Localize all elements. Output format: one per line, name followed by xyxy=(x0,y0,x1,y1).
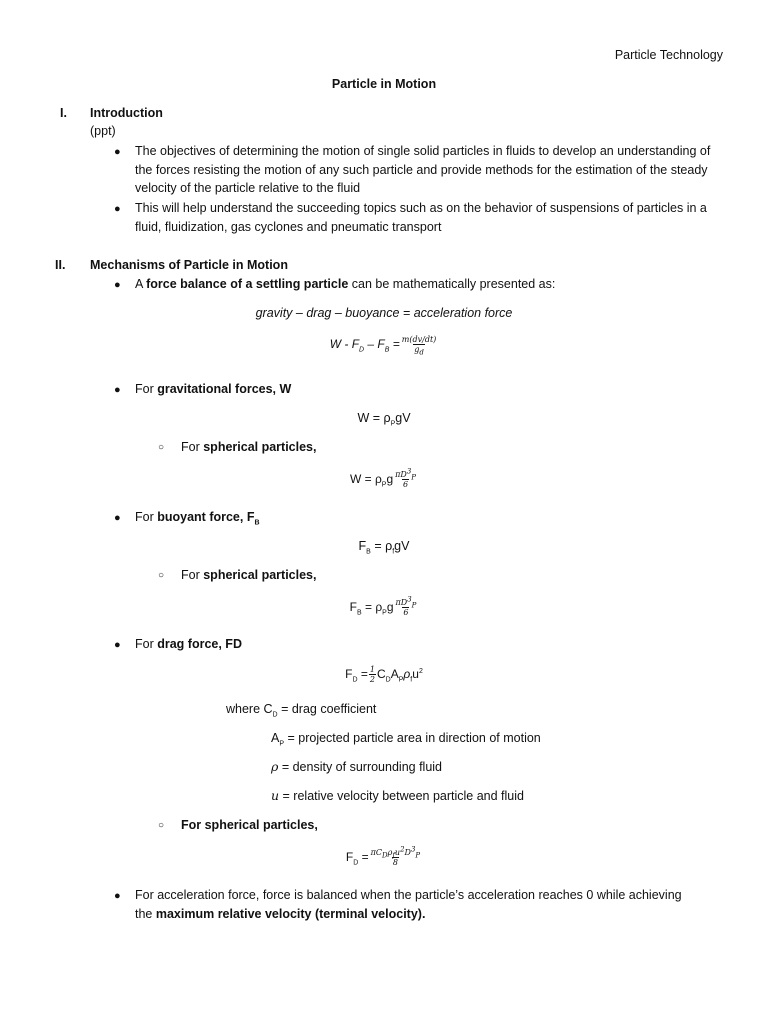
force-balance-text: A force balance of a settling particle can be mathematically presented as: xyxy=(135,277,556,291)
running-header: Particle Technology xyxy=(614,48,723,62)
section-number: I. xyxy=(60,106,67,120)
where-velocity: u = relative velocity between particle and fluid xyxy=(271,788,524,803)
buoyant-sphere-equation: $F_B = \rho_Pg$ $\frac{\pi D^3_P}{6}$ xyxy=(349,595,417,617)
bullet-dot: ● xyxy=(114,639,121,651)
buoyant-equation: $F_B = \rho_fgV$ xyxy=(358,539,410,556)
bullet-text: The objectives of determining the motion of single solid particles in fluids to develop an understanding of the forces resisting the motion of any such particle and provide methods for the estimation of the steady velocity of the particle relative to the fluid xyxy=(135,144,711,195)
circle-bullet: ○ xyxy=(158,442,165,453)
page-title: Particle in Motion xyxy=(331,77,437,91)
gravity-equation: $W = \rho_PgV$ xyxy=(357,411,411,428)
drag-label: For drag force, FD xyxy=(135,637,242,651)
buoyant-sphere-label: For spherical particles, xyxy=(181,568,317,582)
bullet-text: This will help understand the succeeding topics such as on the behavior of suspensions of particles in a fluid, fluidization, gas cyclones and pneumatic transport xyxy=(135,201,707,234)
drag-equation: $F_D$ = $\frac{1}{2}$ $C_DA_P\rho_fu^2$ xyxy=(345,665,423,684)
where-density: ρ = density of surrounding fluid xyxy=(271,759,443,774)
where-drag-coefficient: where $C_D$ = drag coefficient xyxy=(226,702,377,719)
bullet-dot: ● xyxy=(114,384,121,396)
gravity-sphere-label: For spherical particles, xyxy=(181,440,317,454)
circle-bullet: ○ xyxy=(158,570,165,581)
buoyant-label: For buoyant force, $F_B$ xyxy=(135,510,260,527)
section-heading-introduction: Introduction xyxy=(90,106,163,120)
drag-sphere-label: For spherical particles, xyxy=(181,818,318,832)
gravity-sphere-equation: $W = \rho_Pg$ $\frac{\pi D^3_P}{6}$ xyxy=(349,467,417,489)
section-heading-mechanisms: Mechanisms of Particle in Motion xyxy=(90,258,288,272)
bullet-dot: ● xyxy=(114,146,121,158)
bullet-dot: ● xyxy=(114,279,121,291)
acceleration-text: For acceleration force, force is balanced when the particle’s acceleration reaches 0 while achieving the maximum relative velocity (terminal velocity). xyxy=(135,888,682,921)
force-balance-equation: W - $F_D - F_B$ = $\frac{m(dv/dt)}{g_d}$ xyxy=(329,335,437,357)
bullet-dot: ● xyxy=(114,890,121,902)
word-equation: gravity – drag – buoyance = acceleration force xyxy=(255,306,513,320)
bullet-dot: ● xyxy=(114,203,121,215)
gravity-label: For gravitational forces, W xyxy=(135,382,292,396)
drag-sphere-equation: $F_D$ = $\frac{\pi C_D\rho_fu^2D^3_P}{8}$ xyxy=(345,845,421,867)
where-projected-area: $A_P$ = projected particle area in direction of motion xyxy=(271,731,541,748)
circle-bullet: ○ xyxy=(158,820,165,831)
section-note: (ppt) xyxy=(90,124,116,138)
bullet-dot: ● xyxy=(114,512,121,524)
section-number: II. xyxy=(55,258,66,272)
